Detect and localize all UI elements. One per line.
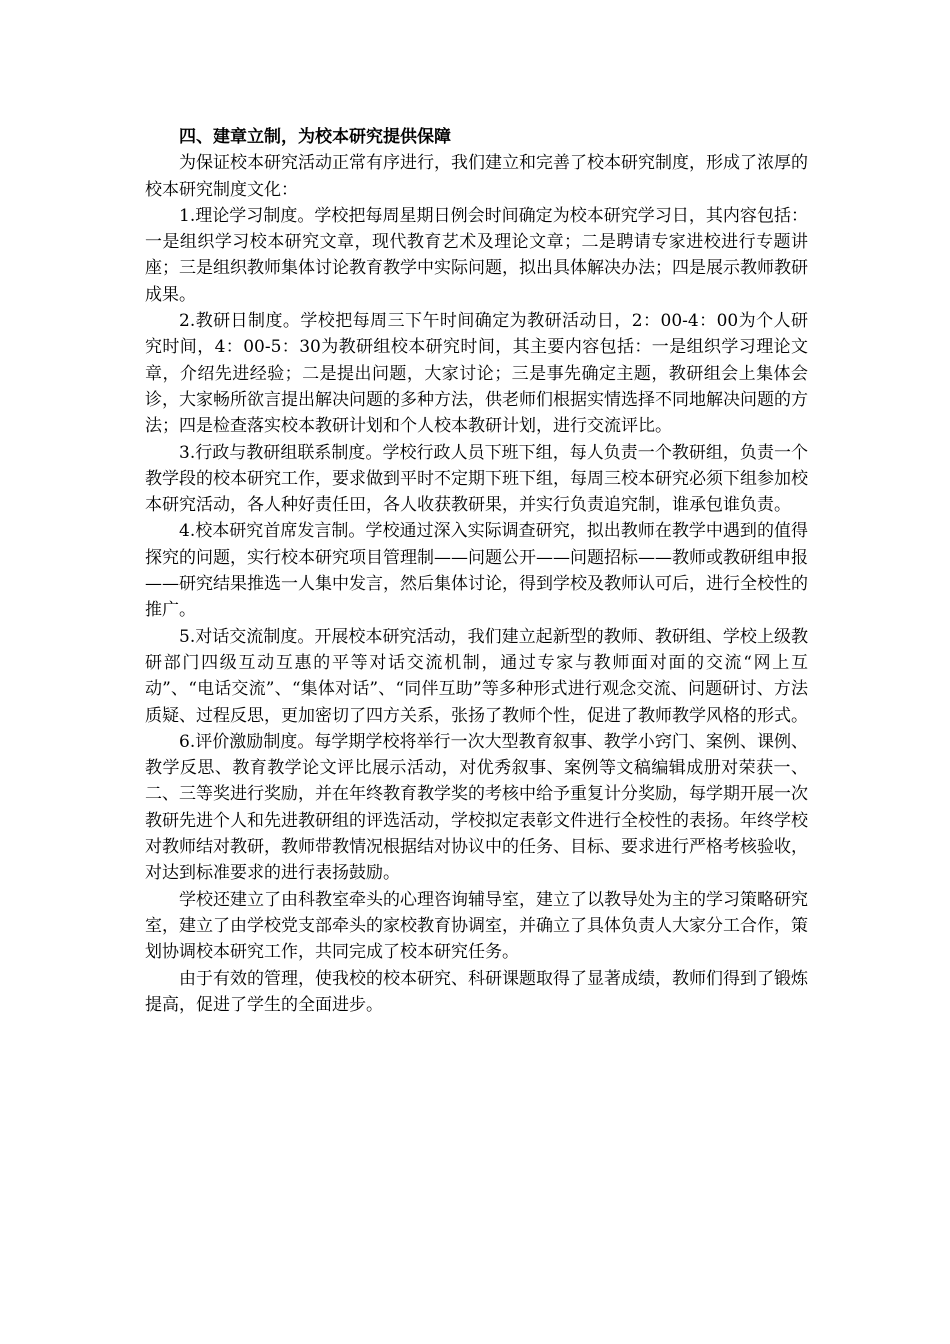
paragraph-conclusion: 由于有效的管理，使我校的校本研究、科研课题取得了显著成绩，教师们得到了锻炼提高，促进了学生的全面进步。 — [145, 968, 808, 1015]
paragraph-theory-study: 1.理论学习制度。学校把每周星期日例会时间确定为校本研究学习日，其内容包括：一是组织学习校本研究文章，现代教育艺术及理论文章；二是聘请专家进校进行专题讲座；三是组织教师集体讨论教育教学中实际问题，拟出具体解决办法；四是展示教师教研成果。 — [145, 205, 808, 305]
section-heading: 四、建章立制，为校本研究提供保障 — [179, 127, 451, 147]
paragraph-dialogue-exchange: 5.对话交流制度。开展校本研究活动，我们建立起新型的教师、教研组、学校上级教研部门四级互动互惠的平等对话交流机制，通过专家与教师面对面的交流“网上互动”、“电话交流”、“集体对话”、“同伴互助”等多种形式进行观念交流、问题研讨、方法质疑、过程反思，更加密切了四方关系，张扬了教师个性，促进了教师教学风格的形式。 — [145, 626, 808, 726]
paragraph-support-rooms: 学校还建立了由科教室牵头的心理咨询辅导室，建立了以教导处为主的学习策略研究室，建立了由学校党支部牵头的家校教育协调室，并确立了具体负责人大家分工合作，策划协调校本研究工作，共同完成了校本研究任务。 — [145, 889, 808, 963]
paragraph-chief-speaker: 4.校本研究首席发言制。学校通过深入实际调查研究，拟出教师在教学中遇到的值得探究的问题，实行校本研究项目管理制——问题公开——问题招标——教师或教研组申报——研究结果推选一人集中发言，然后集体讨论，得到学校及教师认可后，进行全校性的推广。 — [145, 521, 808, 621]
paragraph-admin-liaison: 3.行政与教研组联系制度。学校行政人员下班下组，每人负责一个教研组，负责一个教学段的校本研究工作，要求做到平时不定期下班下组，每周三校本研究必须下组参加校本研究活动，各人种好责任田，各人收获教研果，并实行负责追究制，谁承包谁负责。 — [145, 442, 808, 516]
paragraph-intro: 为保证校本研究活动正常有序进行，我们建立和完善了校本研究制度，形成了浓厚的校本研究制度文化： — [145, 153, 808, 200]
document-body — [145, 124, 808, 1018]
paragraph-evaluation-incentive: 6.评价激励制度。每学期学校将举行一次大型教育叙事、教学小窍门、案例、课例、教学反思、教育教学论文评比展示活动，对优秀叙事、案例等文稿编辑成册对荣获一、二、三等奖进行奖励，并在年终教育教学奖的考核中给予重复计分奖励，每学期开展一次教研先进个人和先进教研组的评选活动，学校拟定表彰文件进行全校性的表扬。年终学校对教师结对教研，教师带教情况根据结对协议中的任务、目标、要求进行严格考核验收，对达到标准要求的进行表扬鼓励。 — [145, 731, 808, 884]
paragraph-research-day: 2.教研日制度。学校把每周三下午时间确定为教研活动日，2：00-4：00为个人研究时间，4：00-5：30为教研组校本研究时间，其主要内容包括：一是组织学习理论文章，介绍先进经验；二是提出问题，大家讨论；三是事先确定主题，教研组会上集体会诊，大家畅所欲言提出解决问题的多种方法，供老师们根据实情选择不同地解决问题的方法；四是检查落实校本教研计划和个人校本教研计划，进行交流评比。 — [145, 311, 808, 437]
